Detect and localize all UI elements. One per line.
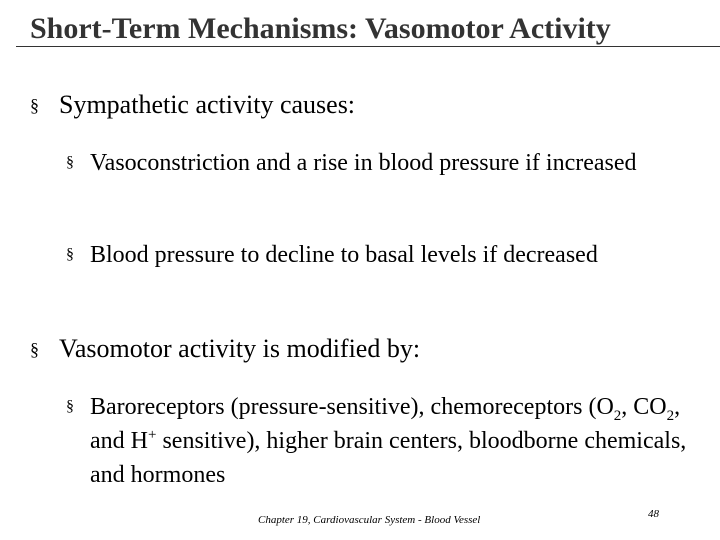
- bullet-marker: §: [30, 339, 39, 359]
- sub-bullet-decline: [66, 238, 706, 272]
- sub-bullet-receptors: [66, 390, 706, 492]
- bullet-modified-by: [30, 334, 420, 364]
- slide-footer: Chapter 19, Cardiovascular System - Blood Vessel: [258, 514, 481, 526]
- bullet-text: Vasomotor activity is modified by:: [59, 334, 421, 363]
- sub-bullet-text: Vasoconstriction and a rise in blood pressure if increased: [90, 150, 637, 176]
- bullet-sympathetic: [30, 90, 355, 120]
- slide-title: Short-Term Mechanisms: Vasomotor Activity: [30, 12, 611, 45]
- title-underline: [16, 46, 720, 47]
- sub-bullet-vasoconstriction: [66, 146, 706, 180]
- sub-bullet-marker: §: [66, 398, 74, 415]
- bullet-text: Sympathetic activity causes:: [59, 90, 356, 119]
- sub-bullet-marker: §: [66, 154, 74, 171]
- bullet-marker: §: [30, 95, 39, 115]
- page-number: 48: [648, 508, 659, 520]
- sub-bullet-text: Blood pressure to decline to basal levels if decreased: [90, 242, 598, 268]
- sub-bullet-marker: §: [66, 246, 74, 263]
- sub-bullet-text: Baroreceptors (pressure-sensitive), chemoreceptors ($O_2$, $CO_2$, and H+ sensitive), higher brain centers, bloodborne chemicals, and hormones: [90, 394, 687, 488]
